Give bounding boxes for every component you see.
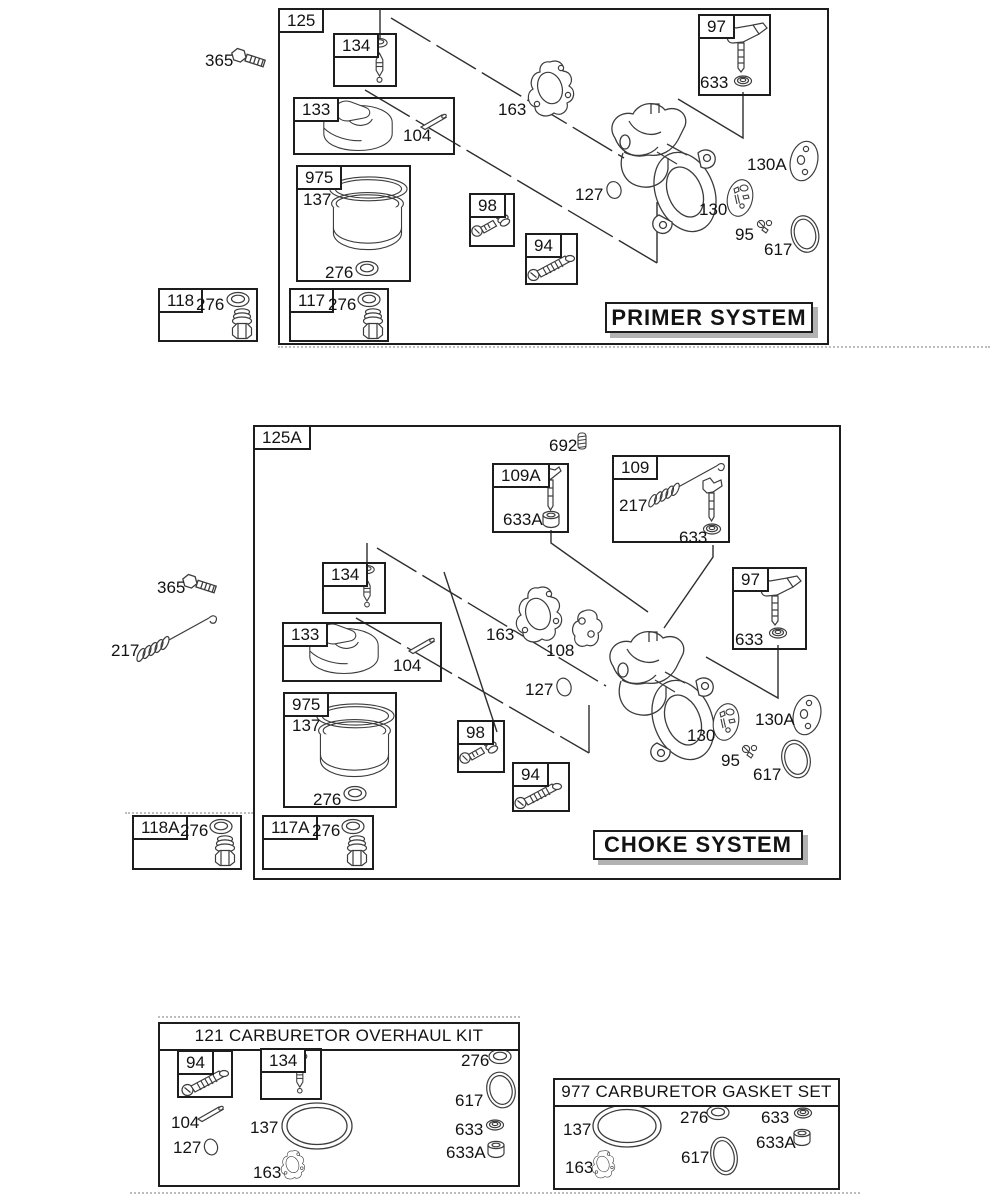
- spring-217-long-drawing: [135, 616, 216, 663]
- needle-kit-tab: 134: [333, 33, 379, 58]
- choke-shaft-tab-109: 109: [612, 455, 658, 480]
- label-gasket-137: 137: [303, 190, 332, 209]
- label-pin-104: 104: [403, 126, 432, 145]
- label-washer-276: 276: [461, 1051, 490, 1070]
- label-oring-127: 127: [173, 1138, 202, 1157]
- bolt-365-drawing: [181, 573, 217, 595]
- primer-valve-tab-97: 97: [698, 14, 735, 39]
- choke-system-title-text: CHOKE SYSTEM: [603, 832, 793, 857]
- drain-kit-tab-118A: 118A: [132, 815, 188, 840]
- label-disc-130A: 130A: [747, 155, 787, 174]
- choke-shaft-tab-109A: 109A: [492, 463, 550, 488]
- float-kit-tab: 133: [282, 622, 328, 647]
- label-gasket-163: 163: [565, 1158, 594, 1177]
- label-pin-104: 104: [393, 656, 422, 675]
- label-gasket-163: 163: [498, 100, 527, 119]
- label-washer-276: 276: [196, 295, 225, 314]
- choke-system-title: [593, 830, 803, 860]
- jet-kit-box-98: [469, 193, 515, 247]
- label-gasket-137: 137: [563, 1120, 592, 1139]
- label-oring-127: 127: [575, 185, 604, 204]
- primer-system-title-text: PRIMER SYSTEM: [611, 304, 807, 330]
- label-washer-276: 276: [328, 295, 357, 314]
- screw-kit-box-94: [525, 233, 578, 285]
- label-bushing-633A: 633A: [503, 510, 543, 529]
- label-washer-276: 276: [180, 821, 209, 840]
- gasket-set-title: 977 CARBURETOR GASKET SET: [555, 1080, 838, 1107]
- label-gasket-163: 163: [486, 625, 515, 644]
- label-oring-617: 617: [681, 1148, 710, 1167]
- jet-kit-tab-98: 98: [469, 193, 506, 218]
- label-gasket-137: 137: [292, 716, 321, 735]
- needle-kit-box: [322, 562, 386, 614]
- bowl-kit-tab: 975: [296, 165, 342, 190]
- label-plate-130: 130: [699, 200, 728, 219]
- gasket-set-box: [553, 1078, 840, 1190]
- label-screws-95: 95: [735, 225, 754, 244]
- screw-kit-tab-94: 94: [525, 233, 562, 258]
- label-oring-617: 617: [455, 1091, 484, 1110]
- screw-kit-tab-94: 94: [512, 762, 549, 787]
- label-plate-130: 130: [687, 726, 716, 745]
- drain-kit-tab-117: 117: [289, 288, 334, 313]
- float-kit-tab: 133: [293, 97, 339, 122]
- drain-kit-tab-118: 118: [158, 288, 203, 313]
- jet-kit-tab-98: 98: [457, 720, 494, 745]
- label-spring-217: 217: [619, 496, 648, 515]
- screw-kit-box-94: [512, 762, 570, 812]
- label-seal-633: 633: [735, 630, 764, 649]
- label-oring-617: 617: [753, 765, 782, 784]
- label-disc-130A: 130A: [755, 710, 795, 729]
- primer-system-title: [605, 302, 813, 333]
- bowl-kit-tab: 975: [283, 692, 329, 717]
- bolt-365-drawing: [230, 47, 266, 69]
- label-gasket-137: 137: [250, 1118, 279, 1137]
- choke-box-tab: 125A: [253, 425, 311, 450]
- label-washer-276: 276: [680, 1108, 709, 1127]
- label-seal-633: 633: [700, 73, 729, 92]
- drain-kit-tab-117A: 117A: [262, 815, 318, 840]
- label-gasket-163: 163: [253, 1163, 282, 1182]
- label-oring-127: 127: [525, 680, 554, 699]
- label-spring-217-long: 217: [111, 641, 140, 660]
- label-plate-108: 108: [546, 641, 575, 660]
- label-seal-633: 633: [455, 1120, 484, 1139]
- primer-box-tab: 125: [278, 8, 324, 33]
- needle-kit-box: [333, 33, 397, 87]
- label-seal-633: 633: [679, 528, 708, 547]
- kit-needle-tab-134: 134: [260, 1048, 306, 1073]
- label-bushing-633A: 633A: [756, 1133, 796, 1152]
- kit-screw-tab-94: 94: [177, 1050, 214, 1075]
- jet-kit-box-98: [457, 720, 505, 773]
- kit-needle-box-134: [260, 1048, 322, 1100]
- bowl-kit-box: [296, 165, 411, 282]
- label-washer-276: 276: [325, 263, 354, 282]
- label-bolt-365: 365: [157, 578, 186, 597]
- label-seal-633: 633: [761, 1108, 790, 1127]
- needle-kit-tab: 134: [322, 562, 368, 587]
- label-pin-104: 104: [171, 1113, 200, 1132]
- overhaul-kit-title: 121 CARBURETOR OVERHAUL KIT: [160, 1024, 518, 1051]
- label-oring-617: 617: [764, 240, 793, 259]
- label-washer-276: 276: [312, 821, 341, 840]
- label-washer-276: 276: [313, 790, 342, 809]
- label-bolt-365: 365: [205, 51, 234, 70]
- label-spring-692: 692: [549, 436, 578, 455]
- label-bushing-633A: 633A: [446, 1143, 486, 1162]
- kit-screw-box-94: [177, 1050, 233, 1098]
- choke-valve-tab-97: 97: [732, 567, 769, 592]
- label-screws-95: 95: [721, 751, 740, 770]
